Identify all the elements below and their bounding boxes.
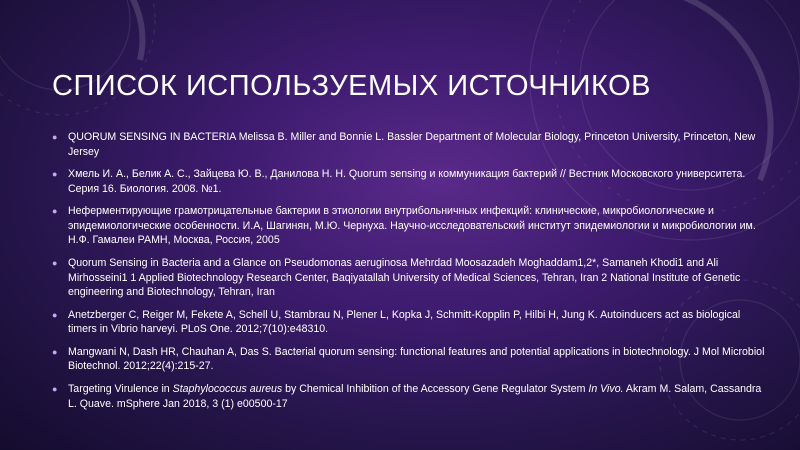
list-item [52, 382, 772, 411]
reference-text-part: Akram M. Salam, Cassandra L. Quave. mSphere Jan 2018, 3 (1) e00500-17 [68, 383, 762, 410]
reference-text-part: Targeting Virulence in [68, 383, 173, 396]
species-name: Staphylococcus aureus [172, 383, 283, 396]
bullet-dot-icon: ● [52, 169, 58, 180]
bullet-dot-icon: ● [52, 132, 58, 142]
bullet-dot-icon: ● [52, 206, 58, 217]
list-item [52, 345, 772, 374]
reference-text: Quorum Sensing in Bacteria and a Glance on Pseudomonas aeruginosa Mehrdad Moosazadeh Moghaddam1,2*, Samaneh Khodi1 and Ali Mirhosseini1 1 Applied Biotechnology Research Center, Baqiyatallah University of Medical Sciences, Tehran, Iran 2 National Institute of Genetic engineering and Biotechnology, Tehran, Iran [68, 257, 741, 299]
reference-text: Mangwani N, Dash HR, Chauhan A, Das S. Bacterial quorum sensing: functional features and potential applications in biotechnology. J Mol Microbiol Biotechnol. 2012;22(4):215-27. [68, 345, 765, 373]
list-item [52, 130, 772, 159]
reference-text-part: by Chemical Inhibition of the Accessory Gene Regulator System [282, 383, 589, 396]
list-item [52, 256, 772, 300]
list-item [52, 308, 772, 337]
italic-term: In Vivo. [588, 383, 624, 396]
reference-text: Хмель И. А., Белик А. С., Зайцева Ю. В., Данилова Н. Н. Quorum sensing и коммуникация бактерий // Вестник Московского университета. Серия 16. Биология. 2008. №1. [68, 168, 746, 195]
page-title: СПИСОК ИСПОЛЬЗУЕМЫХ ИСТОЧНИКОВ [52, 70, 651, 102]
list-item [52, 167, 772, 196]
bullet-dot-icon: ● [52, 384, 58, 395]
reference-text [68, 383, 761, 410]
reference-list [52, 130, 772, 419]
reference-text: Неферментирующие грамотрицательные бактерии в этиологии внутрибольничных инфекций: клинические, микробиологические и эпидемиологические особенности. И.А, Шагинян, М.Ю. Чернуха. Научно-исследовательский институт эпидемиологии и микробиологии им. Н.Ф. Гамалеи РАМН, Москва, Россия, 2005 [68, 205, 756, 247]
list-item [52, 204, 772, 248]
bullet-dot-icon: ● [52, 309, 58, 320]
reference-text: Anetzberger C, Reiger M, Fekete A, Schell U, Stambrau N, Plener L, Kopka J, Schmitt-Kopplin P, Hilbi H, Jung K. Autoinducers act as biological timers in Vibrio harveyi. PLoS One. 2012;7(10):e48310. [68, 308, 741, 336]
bullet-dot-icon: ● [52, 346, 58, 357]
bullet-dot-icon: ● [52, 258, 58, 269]
reference-text: QUORUM SENSING IN BACTERIA Melissa B. Miller and Bonnie L. Bassler Department of Molecular Biology, Princeton University, Princeton, New Jersey [68, 131, 756, 158]
